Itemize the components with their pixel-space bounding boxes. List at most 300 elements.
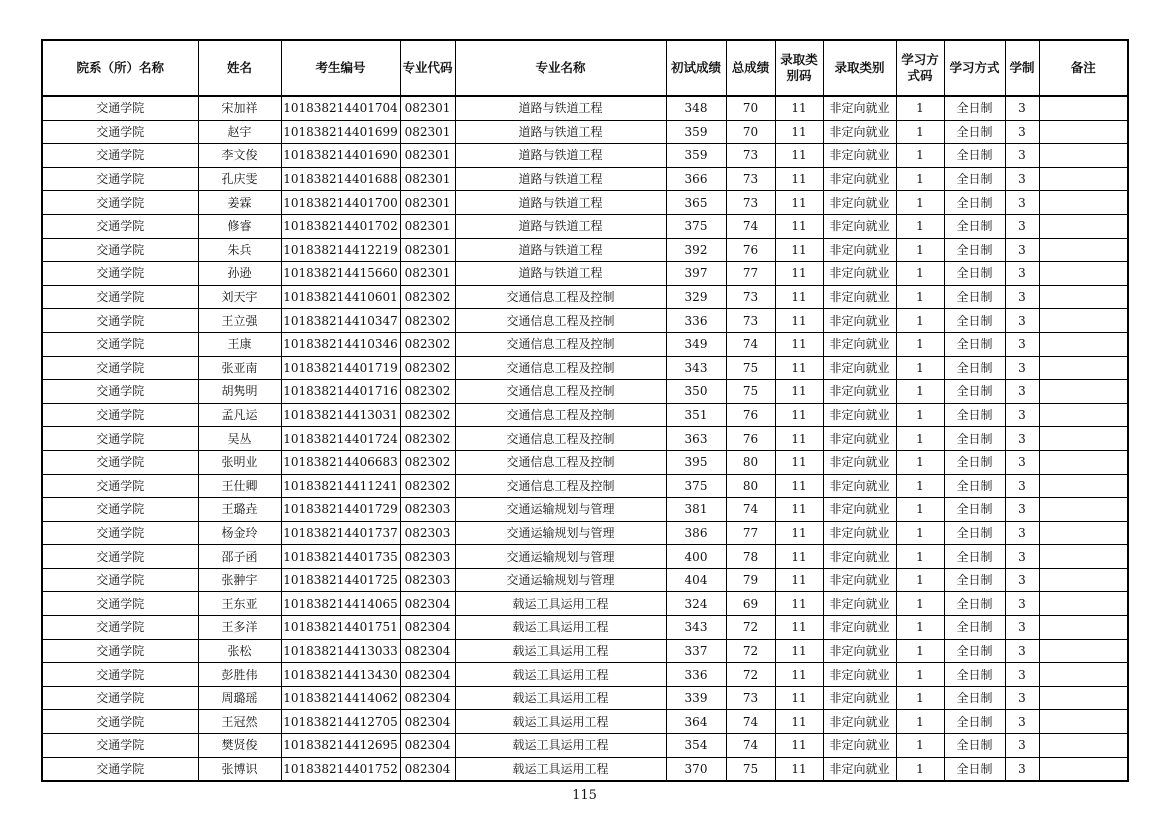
cell-dept: 交通学院 xyxy=(42,757,198,781)
cell-exam-id: 101838214401702 xyxy=(281,214,400,238)
cell-total-score: 80 xyxy=(726,474,775,498)
cell-major-name: 道路与铁道工程 xyxy=(455,214,666,238)
cell-prelim-score: 359 xyxy=(666,120,726,144)
cell-years: 3 xyxy=(1005,474,1039,498)
cell-name: 王冠然 xyxy=(198,710,281,734)
cell-prelim-score: 375 xyxy=(666,474,726,498)
cell-total-score: 77 xyxy=(726,521,775,545)
cell-study-mode: 全日制 xyxy=(944,332,1005,356)
cell-remarks xyxy=(1039,380,1128,404)
cell-total-score: 80 xyxy=(726,450,775,474)
cell-major-name: 载运工具运用工程 xyxy=(455,592,666,616)
cell-prelim-score: 337 xyxy=(666,639,726,663)
cell-name: 张亚南 xyxy=(198,356,281,380)
cell-total-score: 73 xyxy=(726,167,775,191)
cell-study-mode: 全日制 xyxy=(944,663,1005,687)
cell-admit-code: 11 xyxy=(775,568,823,592)
cell-exam-id: 101838214411241 xyxy=(281,474,400,498)
cell-exam-id: 101838214415660 xyxy=(281,262,400,286)
cell-admit-type: 非定向就业 xyxy=(823,380,896,404)
cell-name: 孟凡运 xyxy=(198,403,281,427)
cell-major-code: 082303 xyxy=(400,498,455,522)
cell-admit-code: 11 xyxy=(775,332,823,356)
cell-admit-code: 11 xyxy=(775,380,823,404)
cell-total-score: 75 xyxy=(726,356,775,380)
table-row xyxy=(42,356,1128,380)
cell-years: 3 xyxy=(1005,568,1039,592)
cell-admit-code: 11 xyxy=(775,356,823,380)
cell-major-code: 082304 xyxy=(400,639,455,663)
cell-major-code: 082301 xyxy=(400,238,455,262)
cell-prelim-score: 365 xyxy=(666,191,726,215)
cell-exam-id: 101838214406683 xyxy=(281,450,400,474)
header-major-code: 专业代码 xyxy=(400,40,455,96)
cell-remarks xyxy=(1039,663,1128,687)
cell-prelim-score: 370 xyxy=(666,757,726,781)
cell-admit-type: 非定向就业 xyxy=(823,309,896,333)
cell-total-score: 75 xyxy=(726,757,775,781)
cell-years: 3 xyxy=(1005,191,1039,215)
cell-major-code: 082301 xyxy=(400,191,455,215)
cell-dept: 交通学院 xyxy=(42,356,198,380)
cell-exam-id: 101838214412695 xyxy=(281,734,400,758)
cell-study-mode: 全日制 xyxy=(944,238,1005,262)
cell-name: 王璐垚 xyxy=(198,498,281,522)
cell-dept: 交通学院 xyxy=(42,450,198,474)
table-row xyxy=(42,521,1128,545)
cell-study-mode: 全日制 xyxy=(944,144,1005,168)
cell-total-score: 73 xyxy=(726,191,775,215)
cell-prelim-score: 336 xyxy=(666,309,726,333)
cell-years: 3 xyxy=(1005,450,1039,474)
table-row xyxy=(42,238,1128,262)
cell-prelim-score: 363 xyxy=(666,427,726,451)
cell-name: 王立强 xyxy=(198,309,281,333)
cell-exam-id: 101838214401725 xyxy=(281,568,400,592)
cell-remarks xyxy=(1039,592,1128,616)
cell-exam-id: 101838214401700 xyxy=(281,191,400,215)
table-row xyxy=(42,285,1128,309)
cell-study-mode: 全日制 xyxy=(944,710,1005,734)
cell-admit-type: 非定向就业 xyxy=(823,545,896,569)
cell-years: 3 xyxy=(1005,757,1039,781)
table-row xyxy=(42,639,1128,663)
cell-dept: 交通学院 xyxy=(42,238,198,262)
table-row xyxy=(42,663,1128,687)
cell-name: 周璐瑶 xyxy=(198,686,281,710)
cell-admit-type: 非定向就业 xyxy=(823,663,896,687)
cell-admit-code: 11 xyxy=(775,403,823,427)
cell-admit-code: 11 xyxy=(775,639,823,663)
cell-exam-id: 101838214413033 xyxy=(281,639,400,663)
cell-dept: 交通学院 xyxy=(42,474,198,498)
cell-study-mode: 全日制 xyxy=(944,120,1005,144)
cell-study-mode: 全日制 xyxy=(944,568,1005,592)
cell-remarks xyxy=(1039,616,1128,640)
cell-study-code: 1 xyxy=(896,120,944,144)
table-row xyxy=(42,144,1128,168)
cell-admit-code: 11 xyxy=(775,757,823,781)
cell-admit-type: 非定向就业 xyxy=(823,214,896,238)
cell-exam-id: 101838214401735 xyxy=(281,545,400,569)
cell-admit-type: 非定向就业 xyxy=(823,144,896,168)
cell-major-name: 道路与铁道工程 xyxy=(455,96,666,120)
table-row xyxy=(42,262,1128,286)
cell-remarks xyxy=(1039,285,1128,309)
cell-dept: 交通学院 xyxy=(42,214,198,238)
cell-major-code: 082301 xyxy=(400,214,455,238)
cell-dept: 交通学院 xyxy=(42,592,198,616)
page-number: 115 xyxy=(572,788,597,803)
cell-remarks xyxy=(1039,474,1128,498)
cell-admit-code: 11 xyxy=(775,663,823,687)
cell-major-code: 082304 xyxy=(400,710,455,734)
cell-exam-id: 101838214401716 xyxy=(281,380,400,404)
cell-admit-code: 11 xyxy=(775,616,823,640)
cell-total-score: 76 xyxy=(726,238,775,262)
cell-study-code: 1 xyxy=(896,380,944,404)
cell-remarks xyxy=(1039,356,1128,380)
cell-years: 3 xyxy=(1005,380,1039,404)
cell-years: 3 xyxy=(1005,498,1039,522)
cell-dept: 交通学院 xyxy=(42,380,198,404)
cell-years: 3 xyxy=(1005,616,1039,640)
cell-admit-code: 11 xyxy=(775,214,823,238)
cell-major-code: 082303 xyxy=(400,521,455,545)
cell-total-score: 70 xyxy=(726,120,775,144)
cell-admit-code: 11 xyxy=(775,521,823,545)
cell-admit-code: 11 xyxy=(775,450,823,474)
cell-major-name: 载运工具运用工程 xyxy=(455,616,666,640)
cell-prelim-score: 397 xyxy=(666,262,726,286)
cell-prelim-score: 343 xyxy=(666,616,726,640)
cell-admit-type: 非定向就业 xyxy=(823,262,896,286)
cell-total-score: 74 xyxy=(726,214,775,238)
cell-major-name: 交通运输规划与管理 xyxy=(455,498,666,522)
cell-dept: 交通学院 xyxy=(42,734,198,758)
cell-total-score: 75 xyxy=(726,380,775,404)
table-row xyxy=(42,568,1128,592)
cell-total-score: 74 xyxy=(726,710,775,734)
cell-prelim-score: 366 xyxy=(666,167,726,191)
cell-admit-code: 11 xyxy=(775,710,823,734)
cell-admit-code: 11 xyxy=(775,167,823,191)
cell-study-mode: 全日制 xyxy=(944,734,1005,758)
cell-remarks xyxy=(1039,144,1128,168)
cell-remarks xyxy=(1039,545,1128,569)
cell-name: 王康 xyxy=(198,332,281,356)
cell-major-code: 082301 xyxy=(400,96,455,120)
cell-major-code: 082302 xyxy=(400,356,455,380)
cell-admit-type: 非定向就业 xyxy=(823,616,896,640)
cell-dept: 交通学院 xyxy=(42,191,198,215)
cell-major-code: 082302 xyxy=(400,450,455,474)
cell-dept: 交通学院 xyxy=(42,686,198,710)
cell-admit-type: 非定向就业 xyxy=(823,521,896,545)
cell-major-code: 082304 xyxy=(400,663,455,687)
cell-major-name: 交通运输规划与管理 xyxy=(455,545,666,569)
cell-study-code: 1 xyxy=(896,144,944,168)
cell-study-mode: 全日制 xyxy=(944,191,1005,215)
cell-name: 修睿 xyxy=(198,214,281,238)
cell-name: 孙逊 xyxy=(198,262,281,286)
cell-admit-type: 非定向就业 xyxy=(823,356,896,380)
cell-name: 胡隽明 xyxy=(198,380,281,404)
cell-exam-id: 101838214412705 xyxy=(281,710,400,734)
cell-years: 3 xyxy=(1005,356,1039,380)
cell-study-mode: 全日制 xyxy=(944,380,1005,404)
cell-prelim-score: 343 xyxy=(666,356,726,380)
cell-exam-id: 101838214410601 xyxy=(281,285,400,309)
cell-years: 3 xyxy=(1005,639,1039,663)
table-row xyxy=(42,191,1128,215)
table-row xyxy=(42,545,1128,569)
table-row xyxy=(42,380,1128,404)
cell-major-code: 082303 xyxy=(400,568,455,592)
table-row xyxy=(42,616,1128,640)
cell-exam-id: 101838214401724 xyxy=(281,427,400,451)
table-row xyxy=(42,686,1128,710)
table-row xyxy=(42,403,1128,427)
cell-admit-type: 非定向就业 xyxy=(823,734,896,758)
cell-major-code: 082302 xyxy=(400,285,455,309)
cell-admit-code: 11 xyxy=(775,144,823,168)
cell-admit-type: 非定向就业 xyxy=(823,238,896,262)
cell-major-name: 交通信息工程及控制 xyxy=(455,403,666,427)
header-admit-code: 录取类别码 xyxy=(775,40,823,96)
cell-remarks xyxy=(1039,191,1128,215)
cell-study-mode: 全日制 xyxy=(944,427,1005,451)
cell-study-mode: 全日制 xyxy=(944,167,1005,191)
cell-admit-code: 11 xyxy=(775,96,823,120)
cell-dept: 交通学院 xyxy=(42,96,198,120)
cell-years: 3 xyxy=(1005,214,1039,238)
cell-major-name: 道路与铁道工程 xyxy=(455,167,666,191)
cell-admit-type: 非定向就业 xyxy=(823,191,896,215)
cell-major-name: 道路与铁道工程 xyxy=(455,262,666,286)
table-row xyxy=(42,214,1128,238)
table-row xyxy=(42,450,1128,474)
cell-name: 杨金玲 xyxy=(198,521,281,545)
cell-years: 3 xyxy=(1005,403,1039,427)
cell-major-name: 载运工具运用工程 xyxy=(455,639,666,663)
cell-exam-id: 101838214401751 xyxy=(281,616,400,640)
cell-years: 3 xyxy=(1005,144,1039,168)
cell-major-code: 082304 xyxy=(400,592,455,616)
cell-name: 李文俊 xyxy=(198,144,281,168)
cell-remarks xyxy=(1039,96,1128,120)
cell-remarks xyxy=(1039,498,1128,522)
cell-years: 3 xyxy=(1005,521,1039,545)
cell-study-code: 1 xyxy=(896,167,944,191)
cell-name: 张翀宇 xyxy=(198,568,281,592)
cell-admit-type: 非定向就业 xyxy=(823,757,896,781)
cell-study-code: 1 xyxy=(896,427,944,451)
cell-major-code: 082304 xyxy=(400,686,455,710)
cell-name: 姜霖 xyxy=(198,191,281,215)
cell-years: 3 xyxy=(1005,427,1039,451)
cell-study-mode: 全日制 xyxy=(944,521,1005,545)
cell-prelim-score: 354 xyxy=(666,734,726,758)
cell-study-mode: 全日制 xyxy=(944,356,1005,380)
cell-prelim-score: 339 xyxy=(666,686,726,710)
cell-study-mode: 全日制 xyxy=(944,403,1005,427)
cell-admit-type: 非定向就业 xyxy=(823,568,896,592)
cell-study-mode: 全日制 xyxy=(944,214,1005,238)
cell-total-score: 74 xyxy=(726,498,775,522)
cell-prelim-score: 348 xyxy=(666,96,726,120)
cell-exam-id: 101838214413031 xyxy=(281,403,400,427)
cell-admit-type: 非定向就业 xyxy=(823,498,896,522)
cell-prelim-score: 336 xyxy=(666,663,726,687)
cell-study-mode: 全日制 xyxy=(944,757,1005,781)
cell-study-code: 1 xyxy=(896,663,944,687)
cell-major-code: 082301 xyxy=(400,144,455,168)
cell-admit-code: 11 xyxy=(775,592,823,616)
cell-exam-id: 101838214410347 xyxy=(281,309,400,333)
cell-major-code: 082304 xyxy=(400,734,455,758)
table-row xyxy=(42,309,1128,333)
cell-total-score: 79 xyxy=(726,568,775,592)
cell-remarks xyxy=(1039,309,1128,333)
cell-study-code: 1 xyxy=(896,262,944,286)
cell-remarks xyxy=(1039,757,1128,781)
cell-study-mode: 全日制 xyxy=(944,474,1005,498)
cell-exam-id: 101838214414062 xyxy=(281,686,400,710)
cell-prelim-score: 324 xyxy=(666,592,726,616)
cell-prelim-score: 351 xyxy=(666,403,726,427)
cell-dept: 交通学院 xyxy=(42,498,198,522)
cell-exam-id: 101838214413430 xyxy=(281,663,400,687)
cell-name: 宋加祥 xyxy=(198,96,281,120)
cell-name: 彭胜伟 xyxy=(198,663,281,687)
cell-dept: 交通学院 xyxy=(42,262,198,286)
cell-admit-type: 非定向就业 xyxy=(823,450,896,474)
cell-dept: 交通学院 xyxy=(42,167,198,191)
cell-major-name: 道路与铁道工程 xyxy=(455,238,666,262)
cell-dept: 交通学院 xyxy=(42,568,198,592)
cell-years: 3 xyxy=(1005,710,1039,734)
cell-prelim-score: 359 xyxy=(666,144,726,168)
cell-total-score: 72 xyxy=(726,639,775,663)
cell-major-code: 082301 xyxy=(400,120,455,144)
table-row xyxy=(42,474,1128,498)
cell-major-name: 道路与铁道工程 xyxy=(455,120,666,144)
cell-major-name: 载运工具运用工程 xyxy=(455,757,666,781)
cell-years: 3 xyxy=(1005,686,1039,710)
cell-major-code: 082302 xyxy=(400,474,455,498)
cell-admit-code: 11 xyxy=(775,262,823,286)
cell-prelim-score: 395 xyxy=(666,450,726,474)
cell-years: 3 xyxy=(1005,332,1039,356)
cell-major-name: 交通信息工程及控制 xyxy=(455,285,666,309)
cell-admit-type: 非定向就业 xyxy=(823,592,896,616)
table-row xyxy=(42,427,1128,451)
cell-study-mode: 全日制 xyxy=(944,498,1005,522)
cell-dept: 交通学院 xyxy=(42,521,198,545)
cell-admit-type: 非定向就业 xyxy=(823,427,896,451)
cell-remarks xyxy=(1039,521,1128,545)
cell-remarks xyxy=(1039,403,1128,427)
cell-total-score: 76 xyxy=(726,403,775,427)
cell-admit-code: 11 xyxy=(775,238,823,262)
cell-major-name: 交通信息工程及控制 xyxy=(455,356,666,380)
table-row xyxy=(42,592,1128,616)
cell-dept: 交通学院 xyxy=(42,427,198,451)
cell-admit-type: 非定向就业 xyxy=(823,710,896,734)
cell-dept: 交通学院 xyxy=(42,144,198,168)
cell-study-mode: 全日制 xyxy=(944,96,1005,120)
cell-major-name: 交通信息工程及控制 xyxy=(455,474,666,498)
header-row xyxy=(42,40,1128,96)
cell-dept: 交通学院 xyxy=(42,120,198,144)
cell-dept: 交通学院 xyxy=(42,639,198,663)
cell-major-name: 交通运输规划与管理 xyxy=(455,568,666,592)
cell-prelim-score: 404 xyxy=(666,568,726,592)
header-dept: 院系（所）名称 xyxy=(42,40,198,96)
table-body xyxy=(42,96,1128,781)
cell-study-code: 1 xyxy=(896,474,944,498)
cell-name: 张明业 xyxy=(198,450,281,474)
cell-major-code: 082302 xyxy=(400,427,455,451)
cell-major-name: 载运工具运用工程 xyxy=(455,734,666,758)
cell-admit-type: 非定向就业 xyxy=(823,686,896,710)
cell-study-code: 1 xyxy=(896,403,944,427)
cell-prelim-score: 329 xyxy=(666,285,726,309)
cell-major-code: 082302 xyxy=(400,403,455,427)
cell-major-name: 载运工具运用工程 xyxy=(455,710,666,734)
header-name: 姓名 xyxy=(198,40,281,96)
cell-years: 3 xyxy=(1005,238,1039,262)
cell-remarks xyxy=(1039,238,1128,262)
cell-study-mode: 全日制 xyxy=(944,639,1005,663)
cell-name: 张博识 xyxy=(198,757,281,781)
table-row xyxy=(42,332,1128,356)
cell-name: 张松 xyxy=(198,639,281,663)
cell-years: 3 xyxy=(1005,285,1039,309)
cell-study-code: 1 xyxy=(896,592,944,616)
cell-major-name: 道路与铁道工程 xyxy=(455,144,666,168)
cell-study-mode: 全日制 xyxy=(944,309,1005,333)
cell-study-code: 1 xyxy=(896,757,944,781)
header-admit-type: 录取类别 xyxy=(823,40,896,96)
cell-major-name: 载运工具运用工程 xyxy=(455,686,666,710)
cell-name: 吴丛 xyxy=(198,427,281,451)
cell-total-score: 78 xyxy=(726,545,775,569)
cell-major-code: 082301 xyxy=(400,167,455,191)
cell-study-code: 1 xyxy=(896,191,944,215)
cell-admit-code: 11 xyxy=(775,686,823,710)
cell-dept: 交通学院 xyxy=(42,663,198,687)
cell-study-code: 1 xyxy=(896,686,944,710)
cell-name: 孔庆雯 xyxy=(198,167,281,191)
header-exam-id: 考生编号 xyxy=(281,40,400,96)
cell-exam-id: 101838214410346 xyxy=(281,332,400,356)
cell-major-name: 交通信息工程及控制 xyxy=(455,427,666,451)
cell-prelim-score: 392 xyxy=(666,238,726,262)
cell-study-code: 1 xyxy=(896,309,944,333)
cell-major-name: 交通信息工程及控制 xyxy=(455,332,666,356)
cell-study-code: 1 xyxy=(896,568,944,592)
cell-prelim-score: 364 xyxy=(666,710,726,734)
table-row xyxy=(42,167,1128,191)
cell-study-code: 1 xyxy=(896,734,944,758)
cell-study-code: 1 xyxy=(896,710,944,734)
cell-major-code: 082302 xyxy=(400,309,455,333)
cell-major-name: 交通信息工程及控制 xyxy=(455,450,666,474)
table-row xyxy=(42,757,1128,781)
cell-name: 刘天宇 xyxy=(198,285,281,309)
